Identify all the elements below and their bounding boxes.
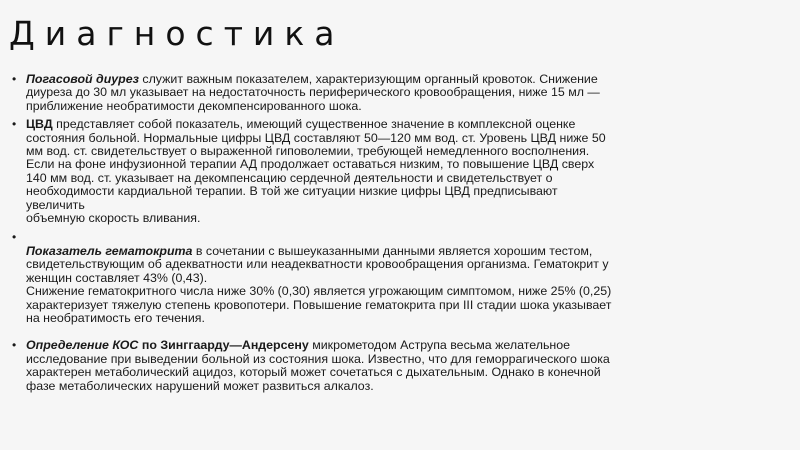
- item-line: исследование при выведении больной из состояния шока. Известно, что для геморрагического шока: [26, 351, 610, 366]
- item-line: Если на фоне инфузионной терапии АД продолжает оставаться низким, то повышение ЦВД сверх: [26, 157, 595, 172]
- item-line: Погасовой диурез служит важным показателем, характеризующим органный кровоток. Снижение: [26, 72, 598, 86]
- item-line: характеризует тяжелую степень кровопотери. Повышение гематокрита при III стадии шока указывает: [26, 297, 612, 312]
- item-lead: Определение КОС: [26, 338, 139, 353]
- item-line: 140 мм вод. ст. указывает на декомпенсацию сердечной деятельности и свидетельствует о: [26, 170, 553, 185]
- item-line: Снижение гематокритного числа ниже 30% (0,30) является угрожающим симптомом, ниже 25% (0,25): [26, 284, 612, 299]
- item-line: на необратимость его течения.: [26, 310, 205, 325]
- item-lead-2: Зинггаарду—Андерсену: [160, 338, 309, 353]
- item-line-empty: [26, 231, 782, 244]
- bullet-icon: •: [12, 338, 17, 353]
- item-line: фазе метаболических нарушений может развиться алкалоз.: [26, 378, 374, 393]
- item-line: Определение КОС по Зинггаарду—Андерсену микрометодом Аструпа весьма желательное: [26, 338, 571, 353]
- item-line: женщин составляет 43% (0,43).: [26, 270, 208, 285]
- item-line: свидетельствующим об адекватности или неадекватности кровообращения организма. Гематокрит у: [26, 257, 609, 272]
- list-item-kos: [12, 339, 782, 393]
- item-line: объемную скорость вливания.: [26, 211, 201, 226]
- slide-content: [12, 73, 782, 393]
- item-line: мм вод. ст. свидетельствует о выраженной гиповолемии, требующей немедленного восполнения.: [26, 144, 590, 159]
- item-lead: Погасовой диурез: [26, 72, 139, 86]
- list-item-cvp: [12, 118, 782, 225]
- item-line: состояния больной. Нормальные цифры ЦВД составляют 50—120 мм вод. ст. Уровень ЦВД ниже 50: [26, 130, 606, 145]
- item-line: приближение необратимости декомпенсированного шока.: [26, 98, 362, 113]
- slide-title: Диагностика: [9, 14, 345, 53]
- item-line: необходимости кардиальной терапии. В той же ситуации низкие цифры ЦВД предписывают: [26, 184, 558, 199]
- item-line: ЦВД представляет собой показатель, имеющий существенное значение в комплексной оценке: [26, 117, 576, 132]
- item-line: диуреза до 30 мл указывает на недостаточность периферического кровообращения, ниже 15 мл —: [26, 85, 600, 100]
- item-line: характерен метаболический ацидоз, который может сочетаться с дыхательным. Однако в конечной: [26, 365, 601, 380]
- item-lead: ЦВД: [26, 117, 53, 132]
- item-line: Показатель гематокрита в сочетании с вышеуказанными данными является хорошим тестом,: [26, 243, 593, 258]
- bullet-icon: •: [12, 230, 17, 245]
- bullet-icon: •: [12, 117, 17, 132]
- list-item-hematocrit: [12, 231, 782, 325]
- item-lead: Показатель гематокрита: [26, 243, 193, 258]
- item-line: увеличить: [26, 197, 85, 212]
- list-item-diuresis: [12, 73, 782, 113]
- bullet-icon: •: [12, 72, 17, 86]
